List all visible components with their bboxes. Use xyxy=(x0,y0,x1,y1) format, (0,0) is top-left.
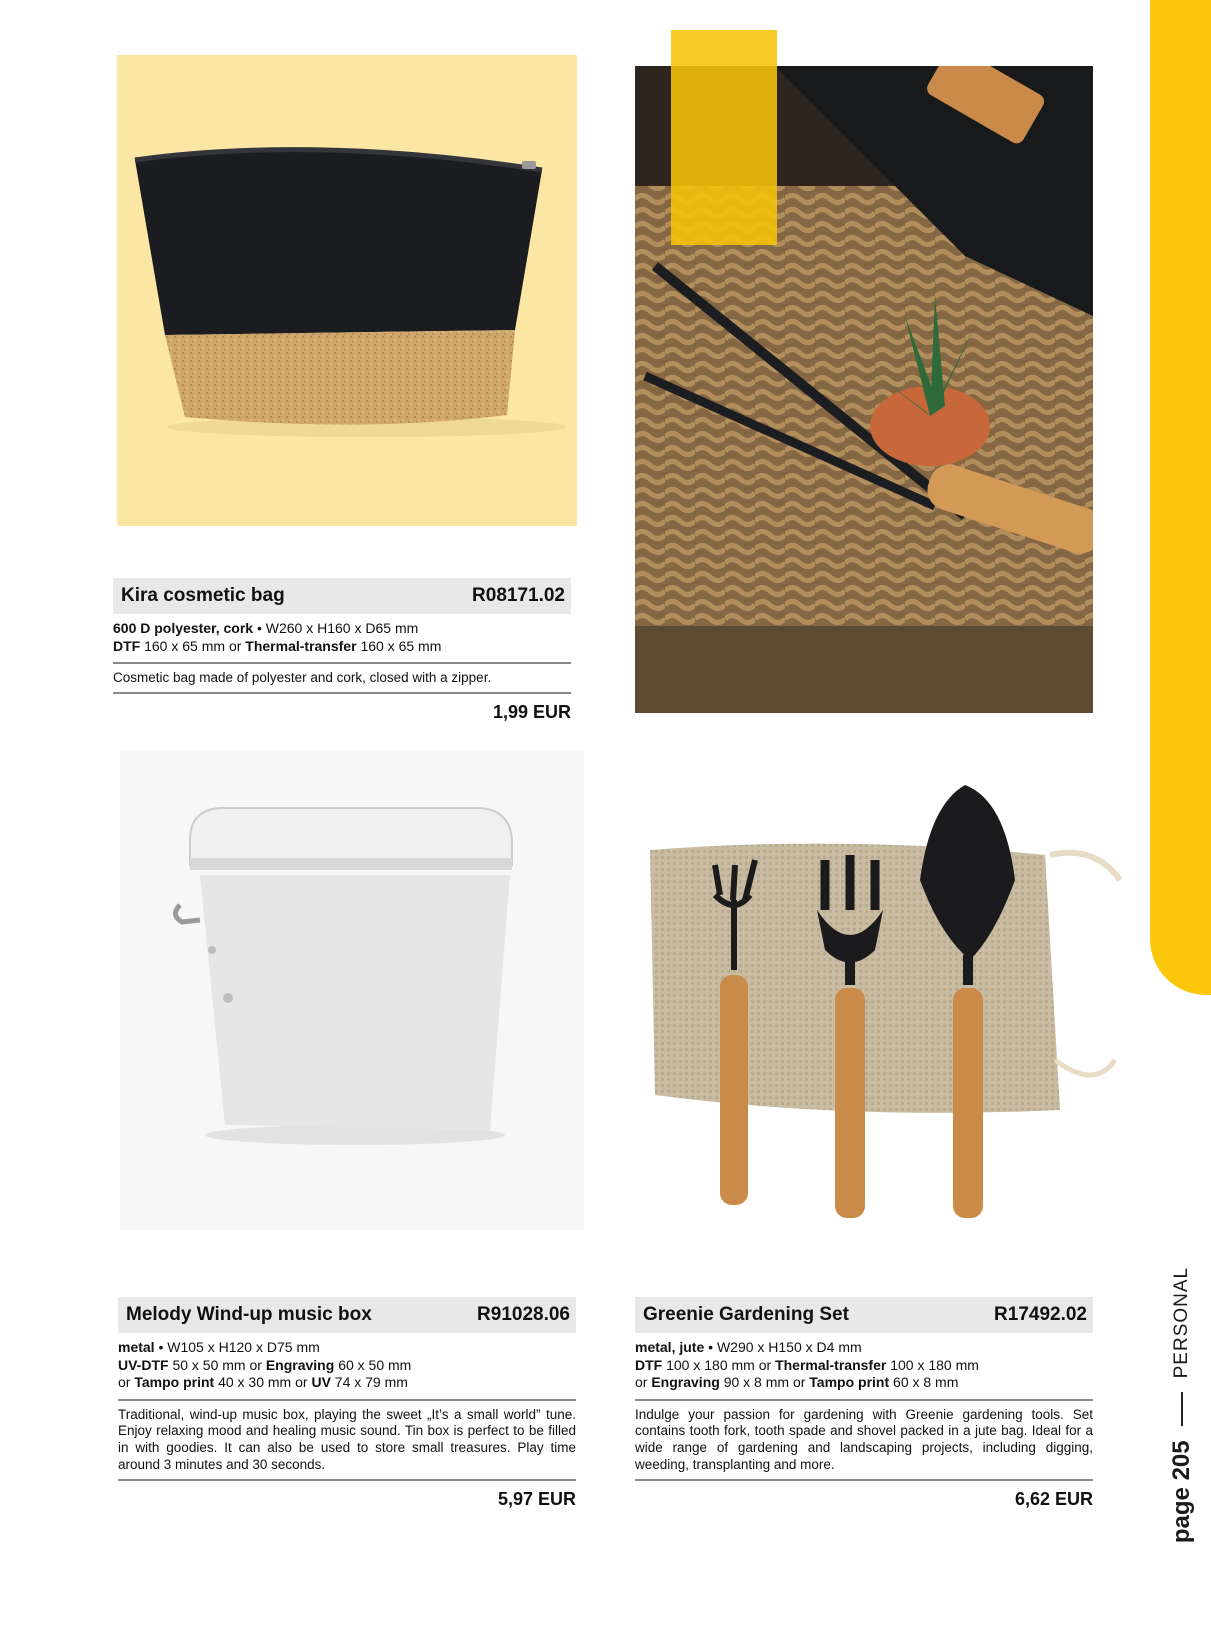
product-code: R91028.06 xyxy=(477,1304,570,1325)
product-name: Greenie Gardening Set xyxy=(643,1304,849,1325)
page-divider xyxy=(1181,1392,1183,1426)
dimensions: W260 x H160 x D65 mm xyxy=(265,620,419,636)
or-text: or xyxy=(249,1356,262,1373)
print-size: 100 x 180 mm xyxy=(666,1356,755,1373)
product-name: Kira cosmetic bag xyxy=(121,585,285,606)
product-price: 5,97 EUR xyxy=(497,1488,576,1509)
product-specs xyxy=(635,1339,1093,1392)
or-text: or xyxy=(635,1374,648,1390)
cosmetic-bag-image xyxy=(117,55,577,526)
product-description: Cosmetic bag made of polyester and cork, closed with a zipper. xyxy=(113,670,492,685)
gardening-set-image xyxy=(595,760,1142,1238)
product-code: R17492.02 xyxy=(994,1304,1087,1325)
product-kira xyxy=(113,578,571,723)
print-size: 160 x 65 mm xyxy=(360,637,442,654)
material: 600 D polyester, cork xyxy=(113,620,254,636)
print-method: Engraving xyxy=(265,1356,335,1373)
product-code: R08171.02 xyxy=(472,585,565,606)
page-number: page 205 xyxy=(1168,1440,1195,1544)
bullet: • xyxy=(158,1339,164,1355)
dimensions: W290 x H150 x D4 mm xyxy=(716,1339,862,1355)
bullet: • xyxy=(708,1339,714,1355)
print-size: 90 x 8 mm xyxy=(723,1374,790,1390)
print-size: 60 x 8 mm xyxy=(893,1374,959,1390)
product-title-bar xyxy=(635,1297,1093,1333)
print-size: 40 x 30 mm xyxy=(218,1374,292,1390)
print-method: UV-DTF xyxy=(118,1356,169,1373)
or-text: or xyxy=(118,1374,131,1390)
product-price: 6,62 EUR xyxy=(1014,1488,1093,1509)
print-method: Thermal-transfer xyxy=(245,637,357,654)
music-box-image xyxy=(120,750,584,1230)
bullet: • xyxy=(256,620,262,636)
product-specs xyxy=(113,620,571,655)
print-method: UV xyxy=(311,1374,331,1390)
divider xyxy=(118,1479,576,1481)
product-title-bar xyxy=(118,1297,576,1333)
accent-yellow-block xyxy=(671,30,777,245)
print-method: Tampo print xyxy=(809,1374,890,1390)
material: metal, jute xyxy=(635,1339,705,1355)
product-description: Traditional, wind-up music box, playing the sweet „It’s a small world” tune. Enjoy relaxing mood and healing music sound. Tin box is perfect to be filled in with goodies. It can also be used to store small treasures. Play time around 3 minutes and 30 seconds. xyxy=(118,1406,576,1472)
print-method: Thermal-transfer xyxy=(775,1356,887,1373)
print-method: DTF xyxy=(113,637,141,654)
or-text: or xyxy=(295,1374,308,1390)
product-name: Melody Wind-up music box xyxy=(126,1304,372,1325)
print-size: 74 x 79 mm xyxy=(334,1374,408,1390)
product-price: 1,99 EUR xyxy=(492,701,571,722)
product-specs xyxy=(118,1339,576,1392)
divider xyxy=(635,1479,1093,1481)
product-melody xyxy=(118,1297,576,1510)
side-tab xyxy=(1150,0,1211,995)
divider xyxy=(113,692,571,694)
product-description: Indulge your passion for gardening with Greenie gardening tools. Set contains tooth fork, tooth spade and shovel packed in a jute bag. Ideal for a wide range of gardening and landscaping projects, including digging, weeding, transplanting and more. xyxy=(635,1406,1093,1472)
or-text: or xyxy=(228,637,242,654)
print-size: 60 x 50 mm xyxy=(338,1356,412,1373)
material: metal xyxy=(118,1339,155,1355)
print-method: DTF xyxy=(635,1356,663,1373)
print-method: Engraving xyxy=(651,1374,720,1390)
side-page-label xyxy=(1168,1266,1196,1544)
product-title-bar xyxy=(113,578,571,614)
category-label: PERSONAL xyxy=(1171,1266,1192,1379)
print-size: 100 x 180 mm xyxy=(890,1356,979,1373)
or-text: or xyxy=(792,1374,806,1390)
dimensions: W105 x H120 x D75 mm xyxy=(167,1339,320,1355)
print-method: Tampo print xyxy=(134,1374,215,1390)
product-greenie xyxy=(635,1297,1093,1510)
print-size: 160 x 65 mm xyxy=(144,637,226,654)
or-text: or xyxy=(758,1356,772,1373)
print-size: 50 x 50 mm xyxy=(172,1356,246,1373)
